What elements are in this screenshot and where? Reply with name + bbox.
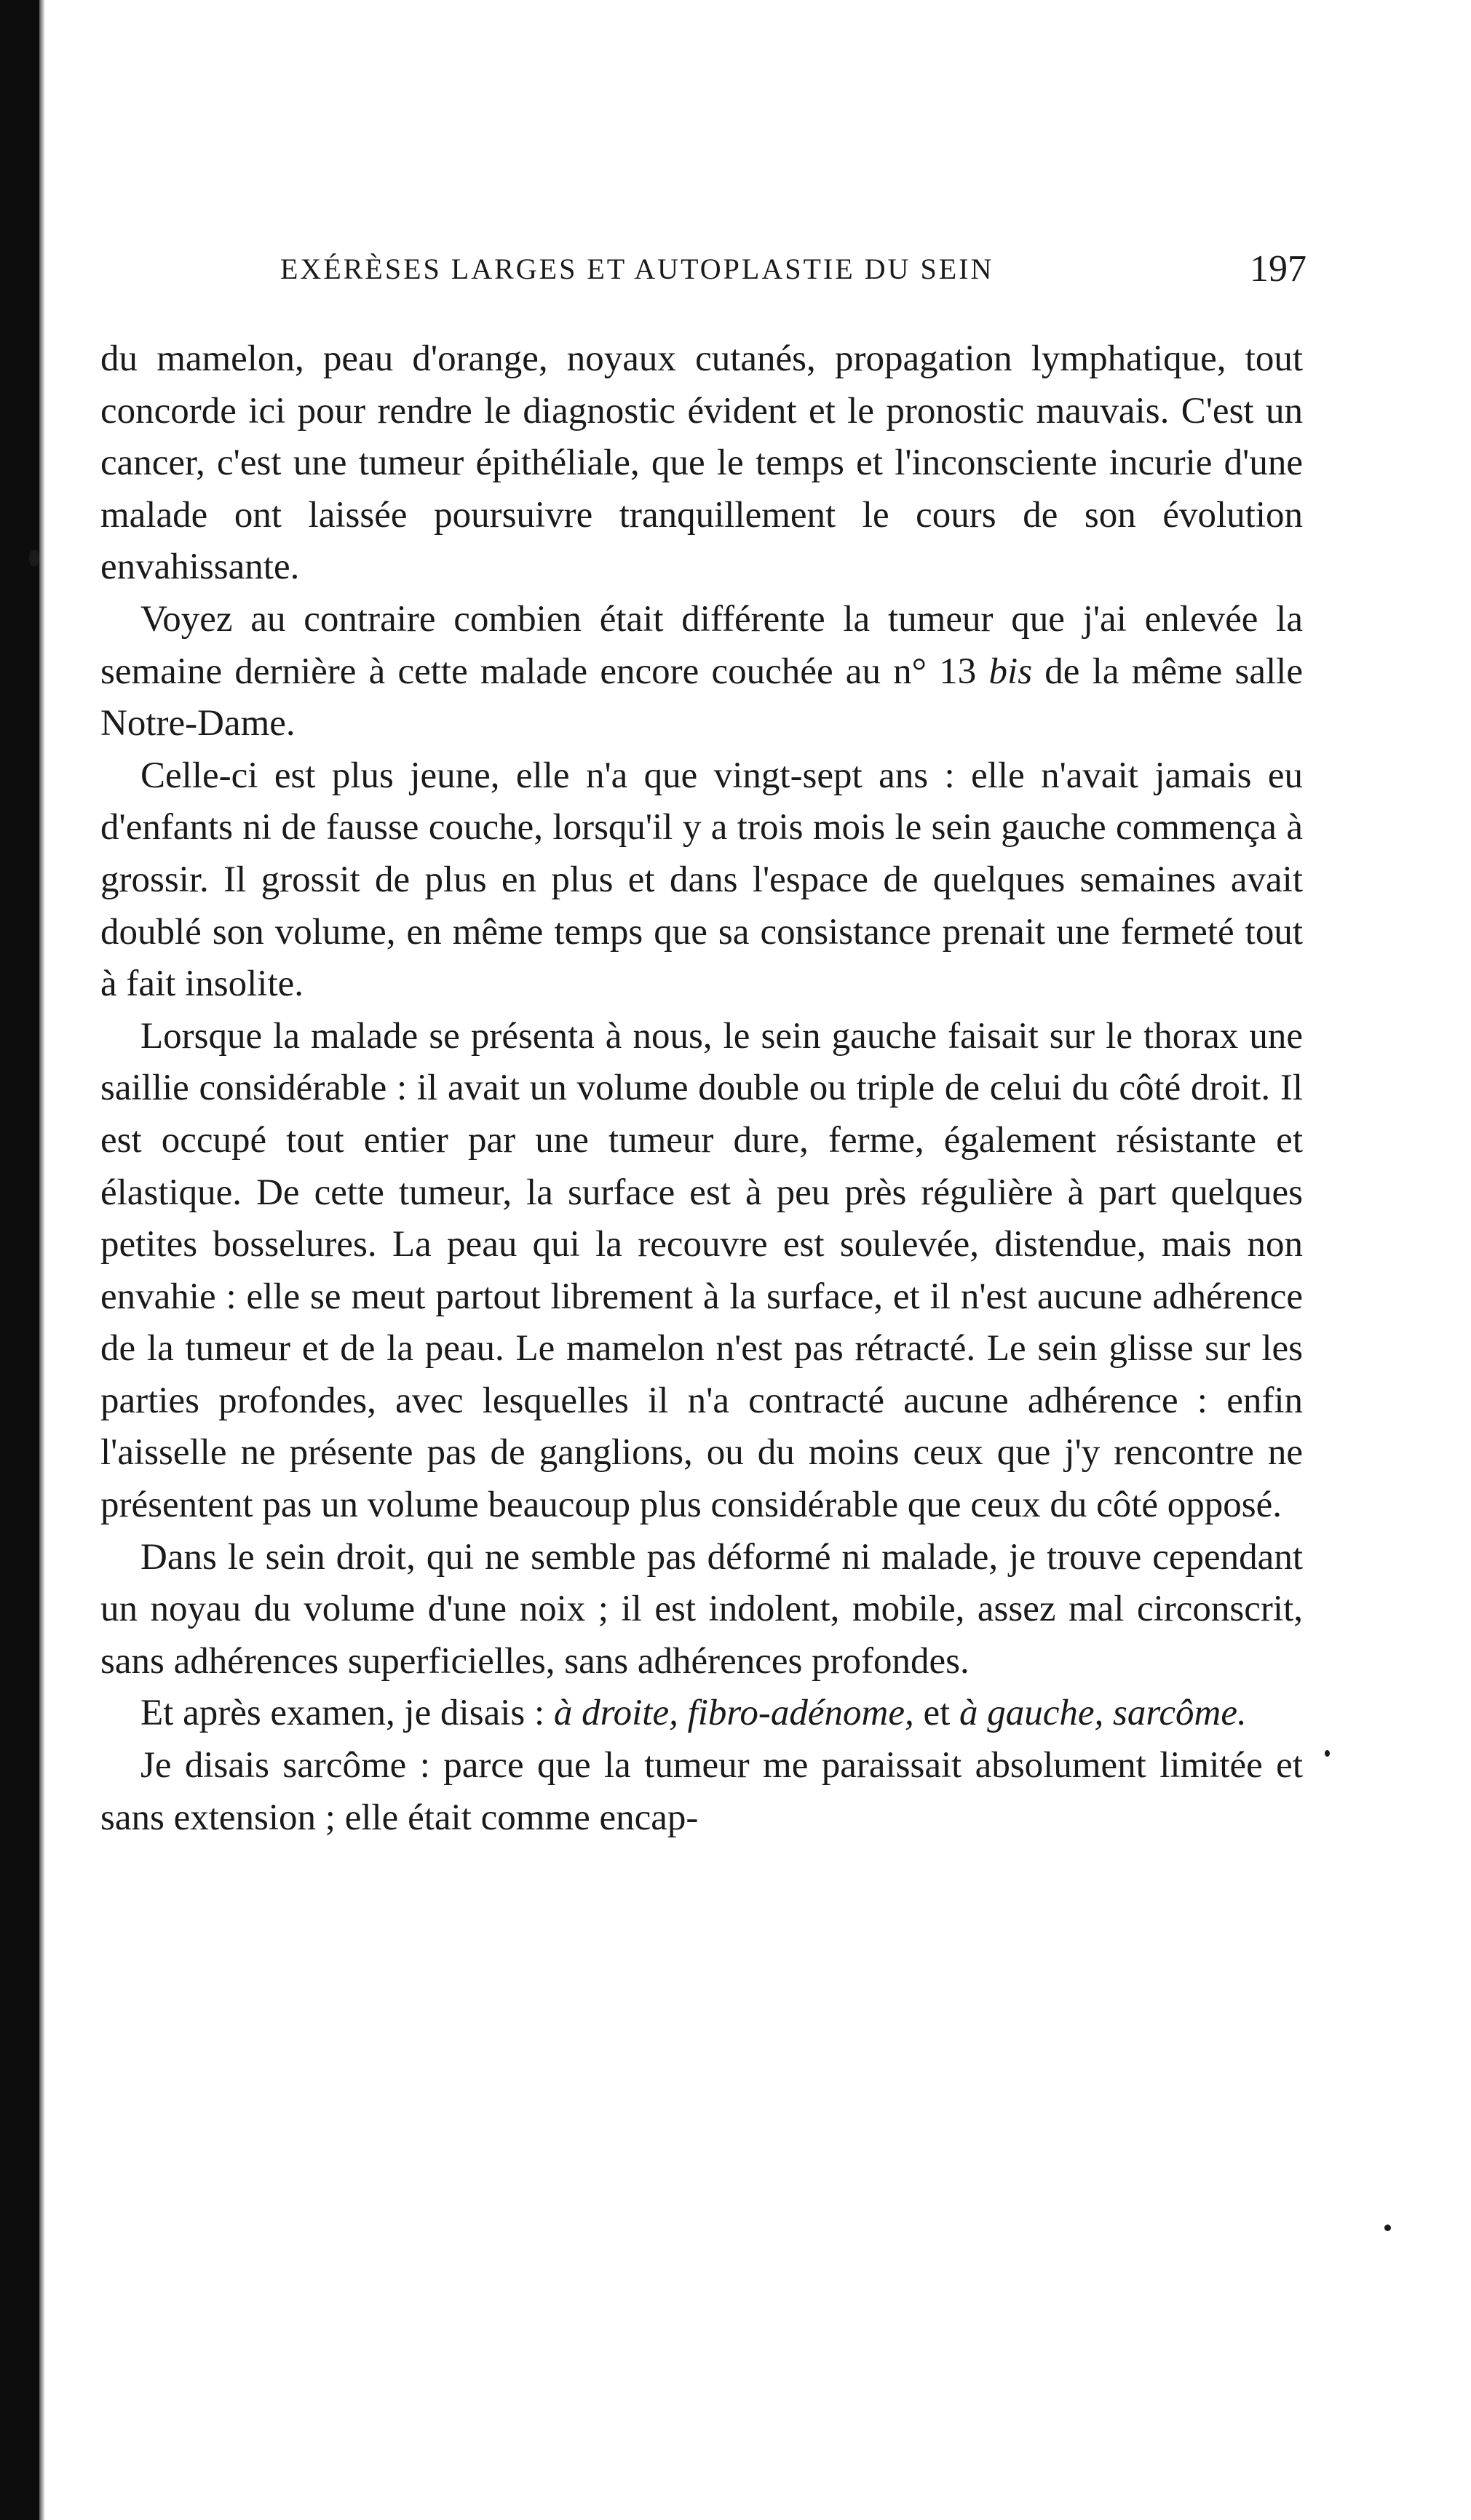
margin-ink-dot <box>1384 2225 1391 2231</box>
text-run: et <box>913 1693 960 1734</box>
text-run: Celle-ci est plus jeune, elle n'a que vingt-sept ans : elle n'avait jamais eu d'enfants ni de fausse couche, lorsqu'il y a trois mois le sein gauche commença à grossir. Il grossit de plus en plus et dans l'espace de quelques semaines avait doublé son volume, en même temps que sa consistance prenait une fermeté tout à fait insolite. <box>100 755 1303 1005</box>
italic-text: bis <box>988 651 1033 692</box>
paragraph <box>100 750 1303 1011</box>
page-binding-edge <box>0 0 39 2520</box>
text-run: Je disais sarcôme : parce que la tumeur me paraissait absolument limitée et sans extension ; elle était comme encap- <box>100 1745 1303 1838</box>
text-run: Voyez au contraire combien était différente la tumeur que j'ai enlevée la semaine dernière à cette malade encore couchée au n° 13 <box>100 598 1303 692</box>
paragraph <box>100 1532 1303 1688</box>
italic-text: à droite, fibro-adénome, <box>553 1693 914 1734</box>
page-number: 197 <box>1250 248 1307 290</box>
margin-ink-mark <box>29 550 39 566</box>
paragraph <box>100 1740 1303 1844</box>
text-run: Lorsque la malade se présenta à nous, le sein gauche faisait sur le thorax une saillie considérable : il avait un volume double ou triple de celui du côté droit. Il est occupé tout entier par une tumeur dure, ferme, également résistante et élastique. De cette tumeur, la surface est à peu près régulière à part quelques petites bosselures. La peau qui la recouvre est soulevée, distendue, mais non envahie : elle se meut partout librement à la surface, et il n'est aucune adhérence de la tumeur et de la peau. Le mamelon n'est pas rétracté. Le sein glisse sur les parties profondes, avec lesquelles il n'a contracté aucune adhérence : enfin l'aisselle ne présente pas de ganglions, ou du moins ceux que j'y rencontre ne présentent pas un volume beaucoup plus considérable que ceux du côté opposé. <box>100 1015 1303 1526</box>
text-run: Dans le sein droit, qui ne semble pas déformé ni malade, je trouve cependant un noyau du volume d'une noix ; il est indolent, mobile, assez mal circonscrit, sans adhérences superficielles, sans adhérences profondes. <box>100 1536 1303 1682</box>
paragraph <box>100 594 1303 750</box>
text-run: de la même salle Notre-Dame. <box>100 651 1303 744</box>
paragraph <box>100 1688 1303 1740</box>
running-title: EXÉRÈSES LARGES ET AUTOPLASTIE DU SEIN <box>280 253 994 285</box>
margin-ink-speck <box>1325 1750 1330 1757</box>
page-header <box>280 247 1307 298</box>
paragraph <box>100 333 1303 594</box>
text-run: du mamelon, peau d'orange, noyaux cutanés, propagation lymphatique, tout concorde ici pour rendre le diagnostic évident et le pronostic mauvais. C'est un cancer, c'est une tumeur épithéliale, que le temps et l'inconsciente incurie d'une malade ont laissée poursuivre tranquillement le cours de son évolution envahissante. <box>100 338 1303 588</box>
italic-text: à gauche, sarcôme. <box>959 1693 1247 1734</box>
page-binding-shadow <box>39 0 45 2520</box>
paragraph <box>100 1011 1303 1532</box>
text-run: Et après examen, je disais : <box>140 1693 554 1734</box>
body-text <box>100 333 1303 1844</box>
